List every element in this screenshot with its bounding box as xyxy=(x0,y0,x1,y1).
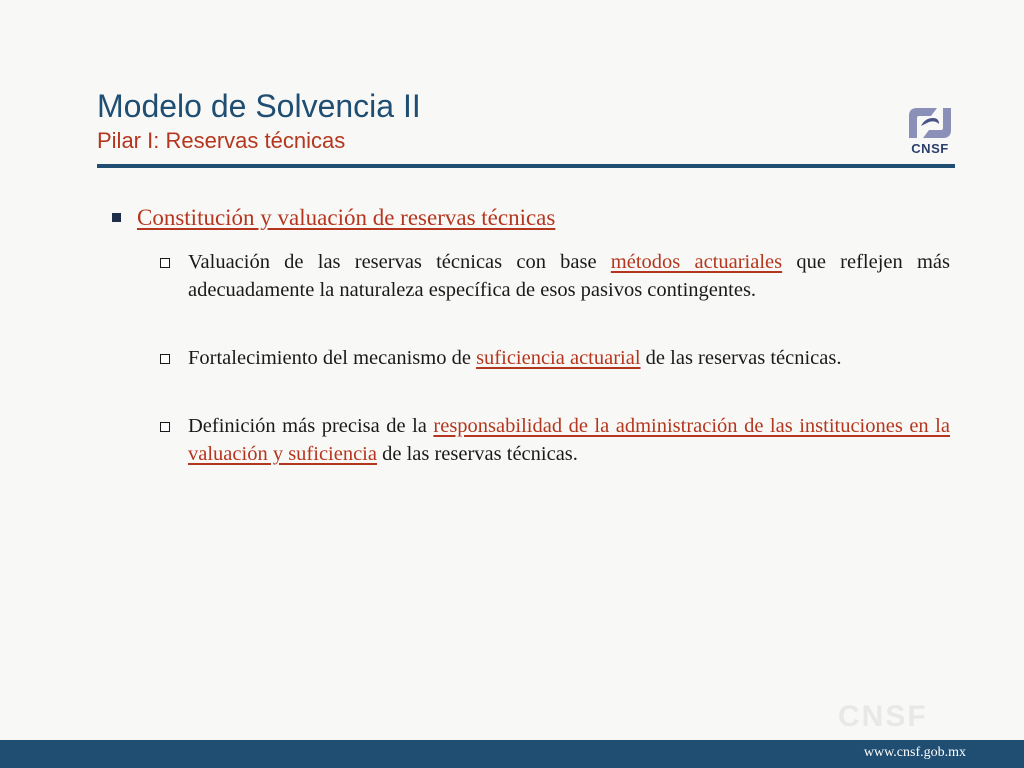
hollow-square-bullet-icon xyxy=(160,354,170,364)
list-item-text: Fortalecimiento del mecanismo de xyxy=(188,347,477,369)
list-item-link[interactable]: suficiencia actuarial xyxy=(476,347,641,369)
footer-bar xyxy=(0,740,1024,768)
bullet-heading xyxy=(112,203,555,233)
bullet-heading-text: Constitución y valuación de reservas técnicas xyxy=(137,205,556,230)
list-item xyxy=(188,344,950,372)
list-item-text: Valuación de las reservas técnicas con base xyxy=(188,251,611,273)
hollow-square-bullet-icon xyxy=(160,422,170,432)
logo-text: CNSF xyxy=(911,141,949,156)
list-item-text: de las reservas técnicas. xyxy=(376,443,578,465)
page-subtitle: Pilar I: Reservas técnicas xyxy=(97,128,346,153)
list-item-link[interactable]: métodos actuariales xyxy=(610,251,783,273)
list-item-text: de las reservas técnicas. xyxy=(640,347,842,369)
list-item xyxy=(188,412,950,468)
list-item xyxy=(188,248,950,304)
cnsf-logo-mark-icon xyxy=(903,104,957,142)
footer-watermark: CNSF xyxy=(838,700,928,733)
hollow-square-bullet-icon xyxy=(160,258,170,268)
list-item-text: Definición más precisa de la xyxy=(188,415,434,437)
page-title: Modelo de Solvencia II xyxy=(97,88,421,124)
cnsf-logo xyxy=(903,104,957,160)
footer-url[interactable]: www.cnsf.gob.mx xyxy=(863,745,966,760)
header-divider xyxy=(97,164,955,168)
square-bullet-icon xyxy=(112,213,121,222)
list-item-text: que reflejen más adecuadamente la naturaleza específica de esos pasivos contingentes. xyxy=(188,251,950,301)
list-item-link[interactable]: responsabilidad de la administración de las instituciones en la valuación y suficiencia xyxy=(188,415,950,465)
